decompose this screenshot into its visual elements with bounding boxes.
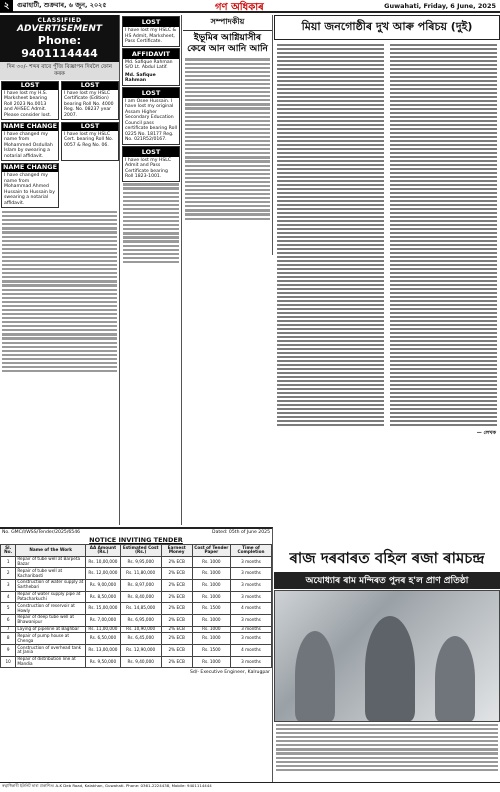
tender-cell: Rs. 1000 xyxy=(192,556,230,568)
tender-cell: 8 xyxy=(1,633,16,645)
page-header xyxy=(0,0,500,13)
tender-row xyxy=(1,633,272,645)
tender-col-header: Sl. No. xyxy=(1,545,16,557)
classified-ad: LOST I have lost my HSLC Cert. bearing Roll No. 0057 & Reg No. 06. xyxy=(61,122,119,161)
headline-block xyxy=(274,547,500,587)
tender-cell: 9 xyxy=(1,645,16,657)
tender-meta xyxy=(0,529,272,536)
tender-cell: Construction of reservoir at Howly xyxy=(16,603,86,615)
tender-row xyxy=(1,603,272,615)
tender-cell: 4 months xyxy=(230,645,271,657)
tender-cell: 3 months xyxy=(230,556,271,568)
notice-box: LOST I have lost my HSLC Admit and Pass Certificate bearing Roll 1823-1001. xyxy=(122,146,180,182)
classified-ads-grid xyxy=(0,80,119,209)
classified-ad: LOST I have lost my HSLC Certificate (Edition) bearing Roll No. 4000 Reg. No. 08237 year 2007. xyxy=(61,81,119,120)
tender-row xyxy=(1,626,272,633)
tender-cell: Repair of water supply pipe at Patacharkuchi xyxy=(16,591,86,603)
classified-ad: LOST I have lost my H.S. Marksheet bearing Roll 2023 No.0013 and AHSEC Admit. Please consider lost. xyxy=(1,81,59,120)
tender-cell: 2% ECB xyxy=(161,633,192,645)
tender-cell: Laying of pipeline at Baghbar xyxy=(16,626,86,633)
date-left: গুৱাহাটী, শুক্ৰবাৰ, ৬ জুন, ২০২৫ xyxy=(17,1,107,9)
tender-cell: 3 months xyxy=(230,626,271,633)
tender-cell: Rs. 1000 xyxy=(192,579,230,591)
tender-cell: 7 xyxy=(1,626,16,633)
tender-cell: Rs. 10,00,000 xyxy=(86,556,121,568)
tender-cell: Rs. 6,45,000 xyxy=(120,633,161,645)
tender-cell: Rs. 1500 xyxy=(192,603,230,615)
tender-cell: 2% ECB xyxy=(161,614,192,626)
page-number: ২ xyxy=(0,0,13,12)
news-photo xyxy=(274,590,500,722)
notices-column xyxy=(121,15,182,525)
tender-cell: 6 xyxy=(1,614,16,626)
tender-cell: 2% ECB xyxy=(161,626,192,633)
tender-cell: Rs. 1000 xyxy=(192,614,230,626)
tender-cell: Rs. 1500 xyxy=(192,645,230,657)
tender-cell: Rs. 1000 xyxy=(192,568,230,580)
classified-phone: Phone: 9401114444 xyxy=(21,34,98,60)
classified-ad: NAME CHANGE I have changed my name from Mohammed Osdullah Islam by swearing a notarial affidavit. xyxy=(1,122,59,161)
classified-title: ADVERTISEMENT xyxy=(17,24,102,34)
tender-cell: 2% ECB xyxy=(161,656,192,668)
tender-cell: Repair of tube well at Kacharibasti xyxy=(16,568,86,580)
tender-row xyxy=(1,591,272,603)
tender-cell: 3 months xyxy=(230,591,271,603)
article-body xyxy=(274,40,500,430)
photo-figure xyxy=(365,616,415,721)
tender-cell: Rs. 10,90,000 xyxy=(120,626,161,633)
tender-cell: Rs. 1000 xyxy=(192,626,230,633)
tender-cell: 2% ECB xyxy=(161,556,192,568)
headline-main: ৰাজ দৰবাৰত বহিল ৰজা ৰামচন্দ্ৰ xyxy=(289,549,485,567)
tender-cell: Repair of tube well at Barpeta Bazar xyxy=(16,556,86,568)
tender-cell: Rs. 12,90,000 xyxy=(120,645,161,657)
tender-cell: Rs. 6,95,000 xyxy=(120,614,161,626)
tender-cell: Rs. 1000 xyxy=(192,633,230,645)
classified-label: CLASSIFIED xyxy=(37,17,82,24)
tender-cell: 2% ECB xyxy=(161,603,192,615)
tender-col-header: Estimated Cost (Rs.) xyxy=(120,545,161,557)
classified-ad: NAME CHANGE I have changed my name from Mohammad Ahmed Hussain to Hussain by swearing a notarial affidavit. xyxy=(1,163,59,208)
tender-row xyxy=(1,614,272,626)
tender-cell: Rs. 12,00,000 xyxy=(86,568,121,580)
tender-cell: Rs. 9,40,000 xyxy=(120,656,161,668)
tender-cell: Rs. 13,00,000 xyxy=(86,645,121,657)
tender-notice xyxy=(0,527,273,782)
tender-cell: Rs. 7,00,000 xyxy=(86,614,121,626)
editorial-text-block xyxy=(183,58,272,219)
tender-col-header: Time of Completion xyxy=(230,545,271,557)
classified-note: দিন ৩০/- শব্দৰ বাবে পুঁজি বিজ্ঞাপন দিবলৈ ফোন কৰক xyxy=(0,62,119,80)
tender-cell: Rs. 14,85,000 xyxy=(120,603,161,615)
photo-figure xyxy=(435,636,475,721)
article-column-left xyxy=(276,42,385,428)
photo-caption xyxy=(274,722,500,780)
tender-col-header: Cost of Tender Paper xyxy=(192,545,230,557)
signature: Md. Safique Rahman xyxy=(125,72,156,83)
tender-row xyxy=(1,656,272,668)
tender-cell: Construction of water supply at Sarthebari xyxy=(16,579,86,591)
tender-cell: Rs. 8,50,000 xyxy=(86,591,121,603)
editorial-column xyxy=(183,15,273,255)
tender-cell: 2% ECB xyxy=(161,645,192,657)
tender-title: NOTICE INVITING TENDER xyxy=(89,536,183,544)
tender-cell: 4 xyxy=(1,591,16,603)
tender-cell: 3 xyxy=(1,579,16,591)
tender-cell: Repair of deep tube well at Bhawanipur xyxy=(16,614,86,626)
tender-cell: Rs. 9,95,000 xyxy=(120,556,161,568)
tender-cell: 2 xyxy=(1,568,16,580)
notice-box: AFFIDAVIT Md. Safique Rahman S/O Lt. Abdul Latif. Md. Safique Rahman xyxy=(122,48,180,86)
masthead-logo: গণ অধিকাৰ xyxy=(215,2,264,13)
date-right: Guwahati, Friday, 6 June, 2025 xyxy=(384,1,496,10)
tender-ref: No. GMC/I/WSS/Tender/2025/6546 xyxy=(2,530,81,535)
tender-col-header: Name of the Work xyxy=(16,545,86,557)
page-footer: স্বত্বাধিকাৰী ইউনিট দ্বাৰা প্ৰকাশিত। A-K Deb Road, Kalakhan, Guwahati. Phone: 0361-2224438, Mobile: 9401114444 xyxy=(0,782,500,792)
notice-box: LOST I am Osee Hussain. I have lost my original Assam Higher Secondary Education Council pass certificate bearing Roll 0225 No. 18177 Reg. No. 021R52/0167. xyxy=(122,87,180,145)
tender-cell: Rs. 15,00,000 xyxy=(86,603,121,615)
tender-table xyxy=(0,544,272,668)
main-article xyxy=(274,15,500,545)
tender-cell: Repair of distribution line at Mandia xyxy=(16,656,86,668)
tender-cell: 3 months xyxy=(230,568,271,580)
tender-cell: Rs. 11,80,000 xyxy=(120,568,161,580)
classified-header xyxy=(0,15,119,62)
tender-cell: Rs. 1000 xyxy=(192,656,230,668)
headline-sub: অযোধ্যাৰ ৰাম মন্দিৰত পুনৰ হ'ল প্ৰাণ প্ৰতিষ্ঠা xyxy=(274,572,500,589)
tender-cell: Rs. 8,97,000 xyxy=(120,579,161,591)
photo-figure xyxy=(295,631,335,721)
tender-cell: 1 xyxy=(1,556,16,568)
tender-cell: Rs. 9,00,000 xyxy=(86,579,121,591)
tender-cell: 4 months xyxy=(230,603,271,615)
tender-cell: 3 months xyxy=(230,656,271,668)
article-title: মিয়া জনগোষ্ঠীৰ দুখ আৰু পৰিচয় (দুই) xyxy=(274,15,500,40)
tender-cell: 2% ECB xyxy=(161,579,192,591)
tender-cell: Rs. 6,50,000 xyxy=(86,633,121,645)
tender-cell: 2% ECB xyxy=(161,591,192,603)
tender-cell: Rs. 1000 xyxy=(192,591,230,603)
tender-date: Dated: 05th of June 2025 xyxy=(212,530,270,535)
tender-cell: Rs. 8,40,000 xyxy=(120,591,161,603)
tender-cell: 3 months xyxy=(230,614,271,626)
tender-cell: 2% ECB xyxy=(161,568,192,580)
tender-cell: 3 months xyxy=(230,579,271,591)
tender-cell: Rs. 9,50,000 xyxy=(86,656,121,668)
classified-text-block xyxy=(0,211,119,372)
editorial-section-label: সম্পাদকীয় xyxy=(183,15,272,31)
tender-row xyxy=(1,568,272,580)
tender-row xyxy=(1,556,272,568)
tender-signatory: Sd/- Executive Engineer, Kalrugpar xyxy=(189,670,270,676)
tender-cell: 5 xyxy=(1,603,16,615)
article-byline: — লেখক xyxy=(476,430,496,436)
tender-col-header: AA Amount (Rs.) xyxy=(86,545,121,557)
notice-box: LOST I have lost my HSLC & HS Admit, Marksheet, Pass Certificate. xyxy=(122,16,180,47)
tender-cell: Repair of pump house at Chenga xyxy=(16,633,86,645)
notices-text-block xyxy=(121,183,181,263)
tender-cell: Rs. 11,00,000 xyxy=(86,626,121,633)
tender-cell: 10 xyxy=(1,656,16,668)
tender-row xyxy=(1,579,272,591)
classified-column xyxy=(0,15,120,525)
editorial-title: ইভূমিৰ আগ্নিয়াসীৰ কেৰে আন আনি আনি xyxy=(187,33,268,54)
caption-text-block xyxy=(274,724,500,771)
tender-row xyxy=(1,645,272,657)
tender-col-header: Earnest Money xyxy=(161,545,192,557)
tender-cell: 3 months xyxy=(230,633,271,645)
tender-cell: Construction of overhead tank at Jania xyxy=(16,645,86,657)
article-column-right xyxy=(389,42,498,428)
